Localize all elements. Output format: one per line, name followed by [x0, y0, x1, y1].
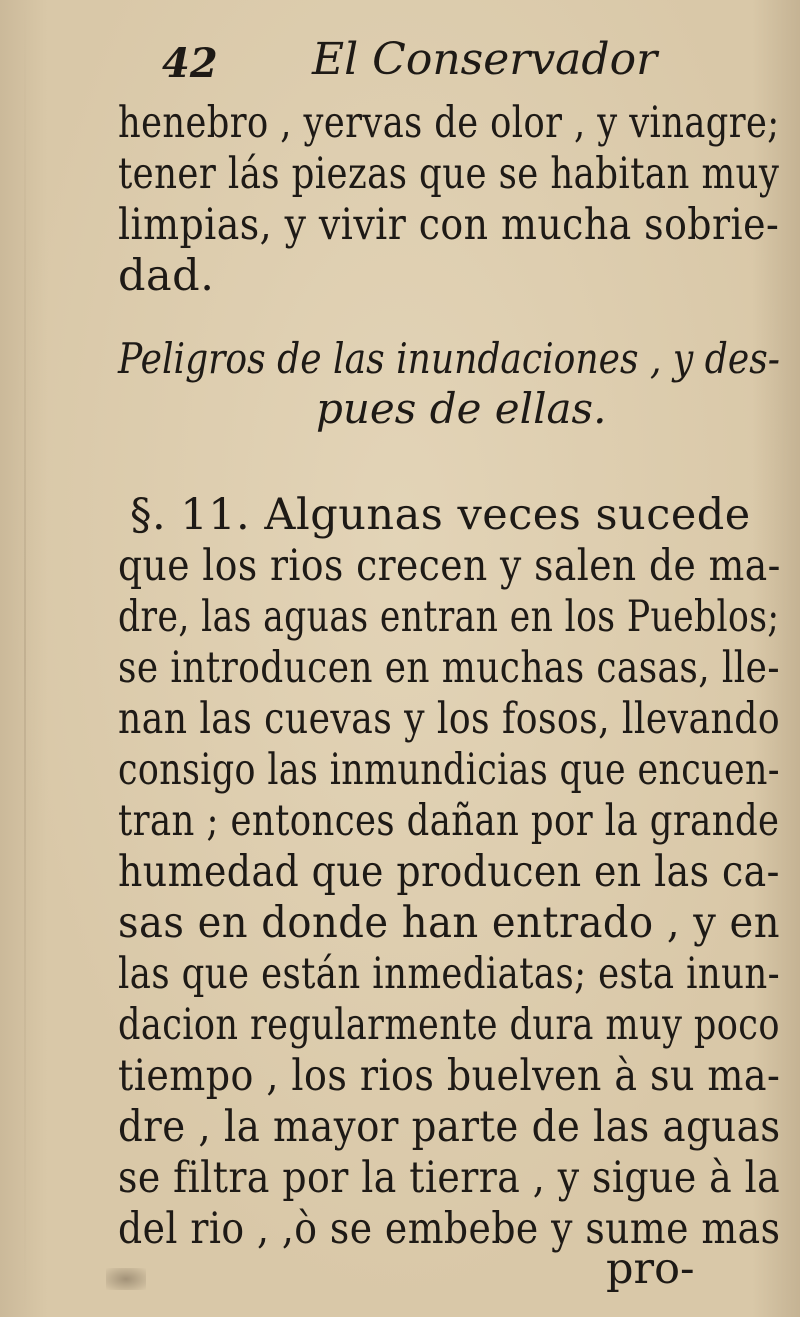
- text-line: henebro , yervas de olor , y vinagre;: [118, 98, 780, 148]
- text-line: humedad que producen en las ca-: [118, 847, 780, 897]
- page-edge-shadow: [24, 0, 26, 1317]
- text-line: limpias, y vivir con mucha sobrie-: [118, 200, 780, 250]
- catchword: pro-: [606, 1244, 695, 1294]
- page-number: 42: [162, 40, 218, 87]
- text-line: consigo las inmundicias que encuen-: [118, 745, 780, 795]
- text-line: dad.: [118, 251, 215, 301]
- page-header: [0, 34, 800, 94]
- text-line: se filtra por la tierra , y sigue à la: [118, 1153, 781, 1203]
- text-line: tener lás piezas que se habitan muy: [118, 149, 780, 199]
- heading-line: pues de ellas.: [316, 384, 607, 433]
- text-line: tiempo , los rios buelven à su ma-: [118, 1051, 781, 1101]
- text-line: las que están inmediatas; esta inun-: [118, 949, 781, 999]
- text-line: dre , la mayor parte de las aguas: [118, 1102, 781, 1152]
- text-line: tran ; entonces dañan por la grande: [118, 796, 780, 846]
- text-line: dacion regularmente dura muy poco: [118, 1000, 780, 1050]
- text-line: se introducen en muchas casas, lle-: [118, 643, 780, 693]
- text-line: dre, las aguas entran en los Pueblos;: [118, 592, 780, 642]
- text-line: sas en donde han entrado , y en: [118, 898, 781, 948]
- text-line: §. 11. Algunas veces sucede: [130, 490, 751, 540]
- heading-line: Peligros de las inundaciones , y des-: [118, 334, 780, 383]
- running-title: El Conservador: [312, 34, 658, 85]
- text-line: del rio , ,ò se embebe y sume mas: [118, 1204, 781, 1254]
- ink-smudge: [106, 1268, 146, 1290]
- text-line: nan las cuevas y los fosos, llevando: [118, 694, 781, 744]
- text-line: que los rios crecen y salen de ma-: [118, 541, 781, 591]
